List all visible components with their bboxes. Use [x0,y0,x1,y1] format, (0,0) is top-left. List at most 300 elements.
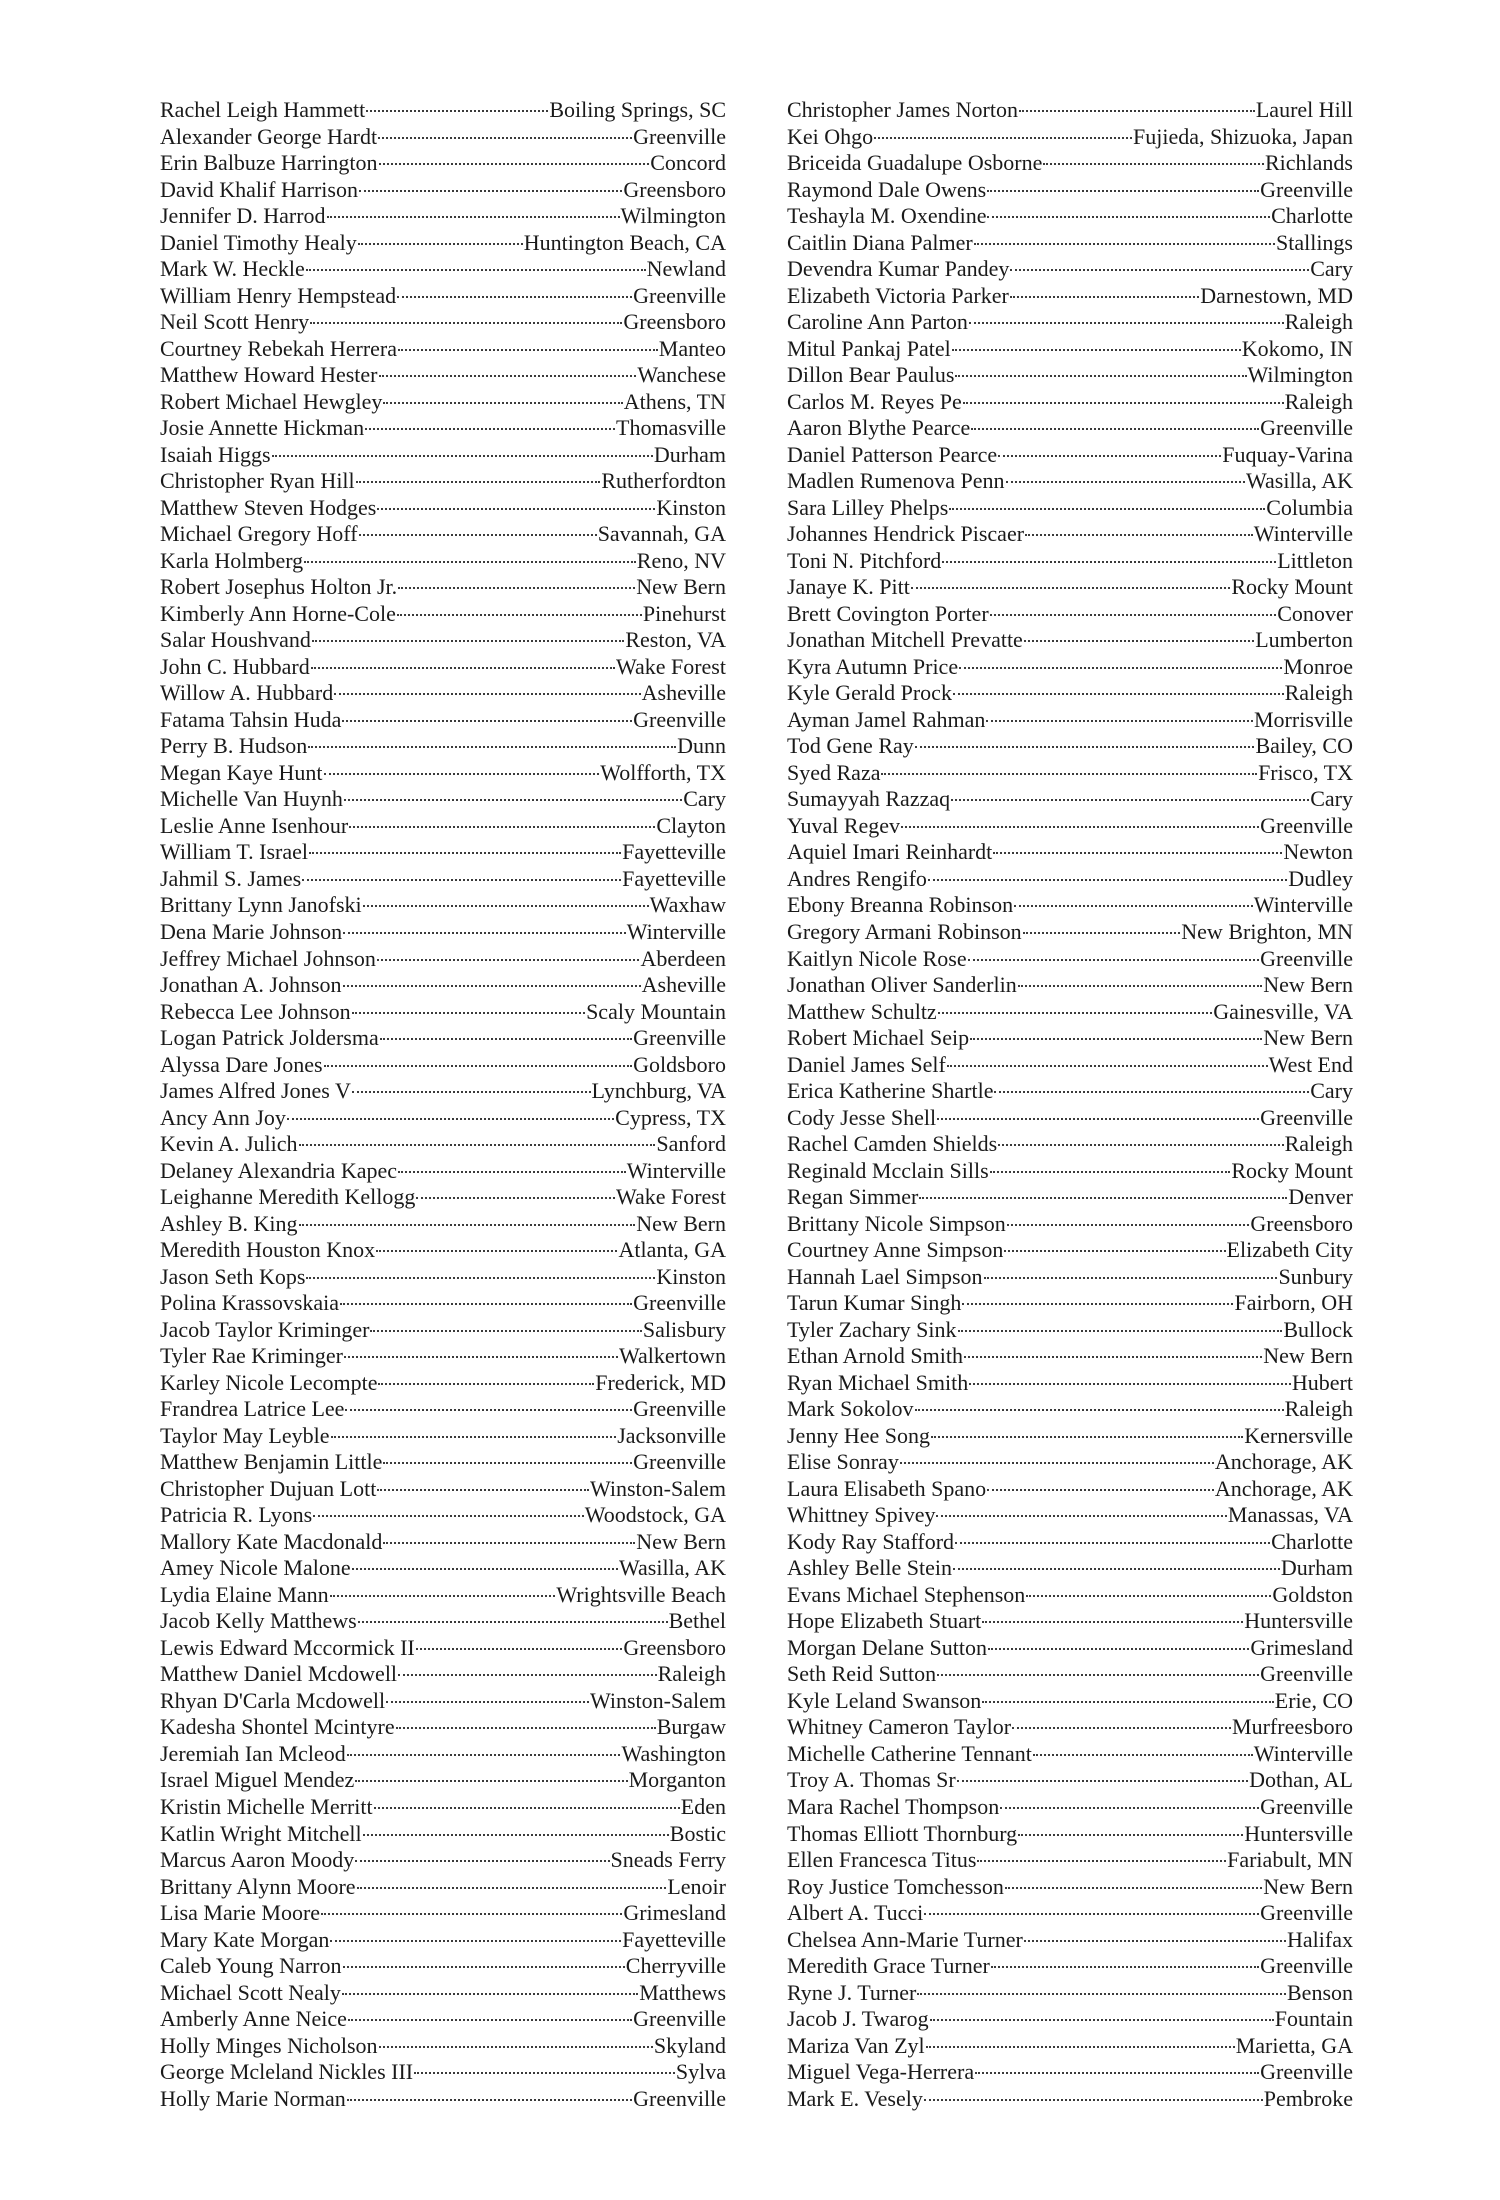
dot-leader [343,1966,625,1968]
hometown: Cherryville [625,1953,726,1979]
dot-leader [1018,985,1262,987]
person-name: Matthew Benjamin Little [160,1449,383,1475]
person-name: Mara Rachel Thompson [787,1794,1000,1819]
hometown: Wolfforth, TX [600,759,726,785]
person-name: Ashley B. King [160,1210,298,1236]
dot-leader [1043,163,1264,165]
person-name: Rebecca Lee Johnson [160,998,351,1024]
person-name: Elise Sonray [787,1449,899,1475]
roster-entry [160,1423,726,1450]
hometown: New Bern [636,1210,726,1236]
roster-entry [787,1290,1353,1317]
hometown: Greensboro [623,1634,726,1660]
roster-entry [787,1741,1353,1768]
roster-entry [160,680,726,707]
hometown: Lumberton [1255,627,1353,653]
roster-entry [160,1688,726,1715]
dot-leader [968,959,1260,961]
roster-entry [787,1608,1353,1635]
hometown: Huntersville [1244,1608,1353,1634]
hometown: Cary [1310,1078,1353,1104]
dot-leader [1006,481,1245,483]
person-name: Jenny Hee Song [787,1422,930,1448]
dot-leader [1023,932,1181,934]
roster-entry [787,707,1353,734]
person-name: Dillon Bear Paulus [787,362,955,388]
dot-leader [990,1171,1231,1173]
roster-entry [160,362,726,389]
hometown: Denver [1288,1184,1353,1210]
hometown: Winterville [1253,1740,1353,1766]
roster-entry [160,389,726,416]
dot-leader [949,508,1265,510]
roster-entry [160,786,726,813]
person-name: Robert Josephus Holton Jr. [160,574,398,600]
roster-entry [160,2033,726,2060]
roster-entry [160,2059,726,2086]
person-name: Daniel James Self [787,1051,946,1077]
hometown: Cary [1310,256,1353,282]
hometown: Bullock [1283,1316,1353,1342]
roster-entry [787,468,1353,495]
dot-leader [924,2099,1263,2101]
dot-leader [334,693,640,695]
roster-entry [160,124,726,151]
roster-entry [787,601,1353,628]
hometown: Bailey, CO [1255,733,1353,759]
hometown: Fairborn, OH [1234,1290,1353,1316]
roster-entry [160,336,726,363]
dot-leader [308,746,676,748]
person-name: William T. Israel [160,839,308,865]
dot-leader [363,905,649,907]
dot-leader [302,879,621,881]
dot-leader [398,1674,657,1676]
person-name: Kyle Gerald Prock [787,680,952,706]
dot-leader [1026,1595,1271,1597]
dot-leader [386,1701,589,1703]
roster-entry [787,1476,1353,1503]
hometown: Walkertown [619,1343,726,1369]
person-name: Kaitlyn Nicole Rose [787,945,967,971]
dot-leader [974,243,1275,245]
hometown: Aberdeen [640,945,726,971]
person-name: Brittany Lynn Janofski [160,892,362,918]
roster-entry [787,760,1353,787]
hometown: Greenville [633,123,726,149]
roster-entry [787,495,1353,522]
roster-entry [787,203,1353,230]
hometown: Anchorage, AK [1214,1449,1353,1475]
dot-leader [1025,534,1253,536]
hometown: Wanchese [637,362,726,388]
person-name: Kristin Michelle Merritt [160,1794,373,1819]
hometown: Winterville [1253,892,1353,918]
roster-entry [160,1582,726,1609]
dot-leader [963,402,1284,404]
person-name: Ryne J. Turner [787,1979,917,2005]
hometown: Reno, NV [636,547,726,573]
hometown: Sunbury [1278,1263,1353,1289]
dot-leader [1000,1807,1259,1809]
hometown: Greensboro [623,176,726,202]
roster-entry [787,866,1353,893]
hometown: New Bern [1263,1025,1353,1051]
dot-leader [998,455,1221,457]
roster-entry [160,1237,726,1264]
roster-entry [787,1821,1353,1848]
hometown: Rutherfordton [601,468,726,494]
roster-entry [160,946,726,973]
roster-entry [160,813,726,840]
dot-leader [951,799,1309,801]
roster-entry [160,866,726,893]
hometown: New Bern [1263,1343,1353,1369]
roster-entry [160,1927,726,1954]
dot-leader [306,269,646,271]
hometown: Fuquay-Varina [1222,441,1353,467]
hometown: Kinston [656,494,726,520]
hometown: Richlands [1265,150,1353,176]
hometown: Cary [683,786,726,812]
roster-entry [787,1661,1353,1688]
roster-entry [160,601,726,628]
hometown: Scaly Mountain [586,998,726,1024]
hometown: Fariabult, MN [1227,1847,1353,1873]
person-name: Josie Annette Hickman [160,415,365,441]
roster-entry [787,1688,1353,1715]
person-name: Roy Justice Tomchesson [787,1873,1004,1899]
person-name: Jahmil S. James [160,865,302,891]
hometown: Greenville [1260,1953,1353,1979]
dot-leader [356,481,601,483]
roster-entry [787,1529,1353,1556]
roster-entry [160,548,726,575]
person-name: Ryan Michael Smith [787,1369,969,1395]
roster-entry [160,760,726,787]
dot-leader [947,1065,1268,1067]
hometown: Wasilla, AK [1246,468,1353,494]
roster-entry [160,574,726,601]
roster-entry [160,972,726,999]
person-name: Kadesha Shontel Mcintyre [160,1714,395,1740]
person-name: Alexander George Hardt [160,123,378,149]
person-name: Caroline Ann Parton [787,309,968,335]
hometown: Dudley [1288,865,1353,891]
roster-entry [160,1874,726,1901]
person-name: Matthew Schultz [787,998,937,1024]
roster-entry [787,813,1353,840]
person-name: Courtney Rebekah Herrera [160,335,398,361]
hometown: Cypress, TX [615,1104,726,1130]
hometown: Greenville [1260,176,1353,202]
person-name: Delaney Alexandria Kapec [160,1157,397,1183]
person-name: Holly Minges Nicholson [160,2032,378,2058]
person-name: Christopher Ryan Hill [160,468,355,494]
hometown: Greenville [1260,415,1353,441]
hometown: Manassas, VA [1227,1502,1353,1528]
person-name: Seth Reid Sutton [787,1661,937,1687]
hometown: Frisco, TX [1258,759,1353,785]
roster-entry [160,892,726,919]
person-name: Michael Scott Nealy [160,1979,341,2005]
dot-leader [930,2019,1274,2021]
hometown: Salisbury [642,1316,726,1342]
person-name: Ethan Arnold Smith [787,1343,963,1369]
hometown: Reston, VA [625,627,726,653]
person-name: Leighanne Meredith Kellogg [160,1184,416,1210]
hometown: Lenoir [667,1873,726,1899]
roster-entry [787,1158,1353,1185]
dot-leader [987,190,1259,192]
roster-entry [787,1343,1353,1370]
person-name: Mark Sokolov [787,1396,914,1422]
roster-entry [160,999,726,1026]
person-name: Kody Ray Stafford [787,1528,955,1554]
person-name: Meredith Houston Knox [160,1237,376,1263]
dot-leader [416,1197,615,1199]
roster-entry [787,1953,1353,1980]
hometown: Raleigh [1284,1131,1353,1157]
hometown: Bostic [669,1820,726,1846]
person-name: Gregory Armani Robinson [787,918,1022,944]
person-name: Tarun Kumar Singh [787,1290,962,1316]
dot-leader [977,1860,1226,1862]
dot-leader [358,243,523,245]
dot-leader [343,932,626,934]
person-name: Patricia R. Lyons [160,1502,313,1528]
hometown: Burgaw [656,1714,726,1740]
person-name: Kyra Autumn Price [787,653,959,679]
roster-entry [787,1396,1353,1423]
roster-entry [787,1900,1353,1927]
dot-leader [376,1250,617,1252]
dot-leader [1018,1834,1243,1836]
hometown: Raleigh [1284,309,1353,335]
dot-leader [398,349,658,351]
roster-entry [787,1211,1353,1238]
person-name: Hope Elizabeth Stuart [787,1608,982,1634]
hometown: Newland [646,256,726,282]
roster-entry [787,124,1353,151]
dot-leader [915,1409,1284,1411]
roster-entry [787,1847,1353,1874]
hometown: Laurel Hill [1255,97,1353,122]
dot-leader [397,296,632,298]
dot-leader [926,2046,1235,2048]
roster-entry [160,309,726,336]
roster-entry [787,150,1353,177]
dot-leader [359,190,622,192]
person-name: Alyssa Dare Jones [160,1051,323,1077]
roster-entry [160,521,726,548]
dot-leader [347,1754,621,1756]
hometown: Greenville [633,1025,726,1051]
roster-entry [160,1184,726,1211]
hometown: Kokomo, IN [1241,335,1353,361]
roster-entry [787,1714,1353,1741]
roster-entry [787,946,1353,973]
person-name: Erica Katherine Shartle [787,1078,994,1104]
dot-leader [349,826,655,828]
dot-leader [1005,1887,1262,1889]
roster-entry [787,1317,1353,1344]
hometown: Benson [1287,1979,1353,2005]
roster-entry [787,97,1353,124]
dot-leader [952,349,1241,351]
hometown: Kinston [656,1263,726,1289]
dot-leader [370,1330,641,1332]
dot-leader [881,773,1257,775]
dot-leader [345,1409,632,1411]
dot-leader [959,667,1282,669]
dot-leader [986,720,1253,722]
roster-entry [787,733,1353,760]
roster-entry [160,1317,726,1344]
person-name: Miguel Vega-Herrera [787,2059,975,2085]
roster-entry [787,442,1353,469]
person-name: Matthew Howard Hester [160,362,378,388]
person-name: David Khalif Harrison [160,176,358,202]
dot-leader [955,1542,1270,1544]
hometown: Greenville [1260,812,1353,838]
hometown: Fayetteville [622,865,726,891]
hometown: Charlotte [1271,203,1353,229]
person-name: Mary Kate Morgan [160,1926,330,1952]
person-name: Taylor May Leyble [160,1422,330,1448]
person-name: Sara Lilley Phelps [787,494,949,520]
roster-entry [787,415,1353,442]
person-name: Briceida Guadalupe Osborne [787,150,1043,176]
hometown: Greenville [1260,1794,1353,1819]
roster-entry [160,1529,726,1556]
hometown: Greenville [633,2085,726,2111]
roster-entry [787,892,1353,919]
dot-leader [988,1648,1249,1650]
person-name: Michael Gregory Hoff [160,521,358,547]
dot-leader [299,1224,636,1226]
roster-entry [160,283,726,310]
roster-entry [160,919,726,946]
hometown: Greenville [1260,1900,1353,1926]
roster-entry [160,1211,726,1238]
dot-leader [987,1489,1214,1491]
hometown: Durham [1280,1555,1353,1581]
hometown: Wilmington [620,203,726,229]
dot-leader [993,852,1282,854]
hometown: Concord [650,150,726,176]
dot-leader [942,561,1276,563]
dot-leader [990,614,1277,616]
hometown: Lynchburg, VA [591,1078,726,1104]
roster-entry [787,389,1353,416]
dot-leader [311,667,615,669]
person-name: Whitney Cameron Taylor [787,1714,1012,1740]
person-name: Jacob Kelly Matthews [160,1608,357,1634]
person-name: Hannah Lael Simpson [787,1263,983,1289]
person-name: Christopher Dujuan Lott [160,1475,377,1501]
person-name: Rhyan D'Carla Mcdowell [160,1687,386,1713]
roster-entry [787,309,1353,336]
dot-leader [970,1038,1262,1040]
hometown: Greenville [1260,1104,1353,1130]
roster-entry [787,1794,1353,1821]
hometown: Morrisville [1254,706,1353,732]
hometown: Fayetteville [622,1926,726,1952]
dot-leader [363,1834,669,1836]
person-name: Ebony Breanna Robinson [787,892,1014,918]
hometown: Greenville [633,2006,726,2032]
person-name: Brett Covington Porter [787,600,989,626]
roster-entry [787,2059,1353,2086]
hometown: Wake Forest [615,653,726,679]
person-name: Jeremiah Ian Mcleod [160,1740,346,1766]
dot-leader [355,1860,609,1862]
dot-leader [414,2072,675,2074]
person-name: Raymond Dale Owens [787,176,987,202]
person-name: Jonathan Oliver Sanderlin [787,972,1017,998]
dot-leader [378,137,632,139]
dot-leader [377,508,655,510]
dot-leader [357,1887,667,1889]
person-name: Aaron Blythe Pearce [787,415,971,441]
person-name: Devendra Kumar Pandey [787,256,1010,282]
hometown: Monroe [1283,653,1353,679]
dot-leader [342,1993,638,1995]
dot-leader [352,1012,585,1014]
person-name: Amberly Anne Neice [160,2006,347,2032]
hometown: Eden [680,1794,726,1819]
hometown: Dunn [677,733,726,759]
dot-leader [378,1383,594,1385]
hometown: Fujieda, Shizuoka, Japan [1133,123,1353,149]
dot-leader [917,1993,1286,1995]
person-name: Reginald Mcclain Sills [787,1157,989,1183]
dot-leader [379,2046,653,2048]
hometown: Thomasville [616,415,726,441]
dot-leader [874,137,1132,139]
person-name: Lydia Elaine Mann [160,1581,329,1607]
hometown: Morganton [628,1767,726,1793]
person-name: Thomas Elliott Thornburg [787,1820,1018,1846]
dot-leader [377,1489,589,1491]
person-name: Holly Marie Norman [160,2085,346,2111]
person-name: Ayman Jamel Rahman [787,706,986,732]
person-name: Neil Scott Henry [160,309,310,335]
roster-entry [787,336,1353,363]
dot-leader [344,799,682,801]
dot-leader [982,1621,1243,1623]
dot-leader [330,1595,556,1597]
dot-leader [975,2072,1259,2074]
person-name: Erin Balbuze Harrington [160,150,378,176]
roster-entry [160,1794,726,1821]
hometown: Raleigh [657,1661,726,1687]
roster-entry [160,150,726,177]
hometown: Greenville [633,1290,726,1316]
person-name: John C. Hubbard [160,653,310,679]
hometown: West End [1268,1051,1353,1077]
roster-entry [787,1582,1353,1609]
roster-entry [160,1555,726,1582]
hometown: Raleigh [1284,388,1353,414]
dot-leader [383,1462,632,1464]
dot-leader [309,852,621,854]
dot-leader [994,1091,1309,1093]
hometown: Winterville [626,918,726,944]
dot-leader [358,1621,668,1623]
dot-leader [953,1568,1280,1570]
